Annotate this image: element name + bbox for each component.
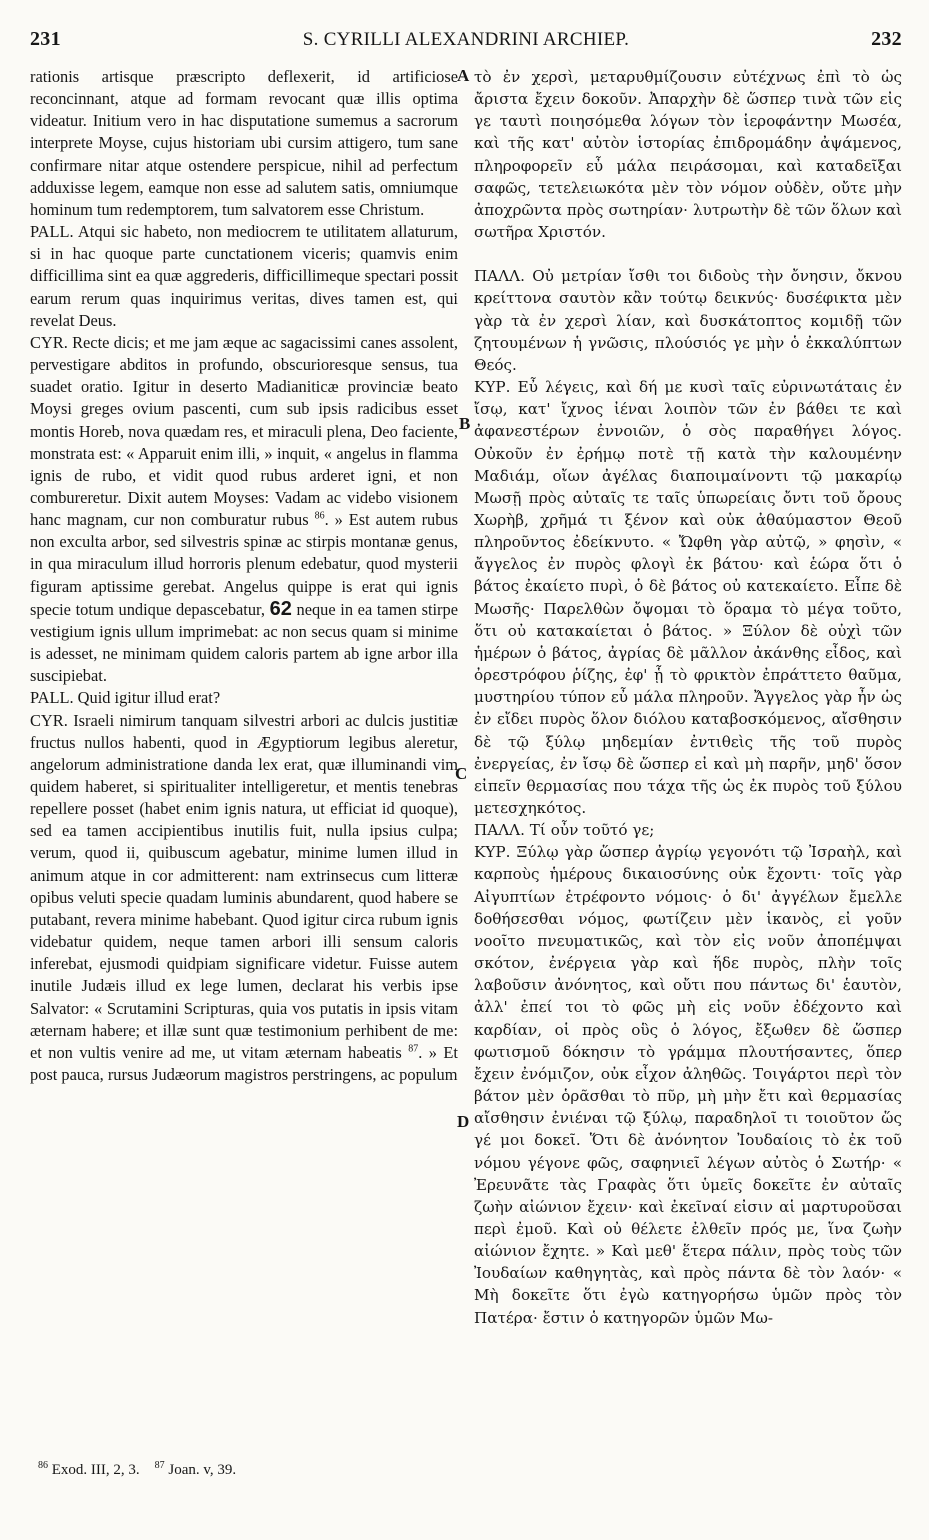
- footnote-86-mark: 86: [38, 1460, 48, 1471]
- greek-paragraph-3: ΚΥΡ. Εὖ λέγεις, καὶ δή με κυσὶ ταῖς εὐρινωτάταις ἐν ἴσῳ, κατ' ἴχνος ἰέναι λοιπὸν τῶν ἐν βάθει τε καὶ ἀφανεστέρων ἐννοιῶν, ὁ σὸς παραθήγει λόγος. Οὐκοῦν ἐν ἐρήμῳ ποτὲ τῇ κατὰ τὴν καλουμένην Μαδιάμ, οἴων ἀγέλας διαποιμαίνοντι τῷ μακαρίῳ Μωσῇ πρὸς αὐταῖς τε ταῖς ὑπωρείαις ὄντι τοῦ ὄρους Χωρὴβ, χρῆμά τι ξένον καὶ οὐκ ἀθαύμαστον Θεοῦ πληροῦντος ἐδείκνυτο. « Ὤφθη γὰρ αὐτῷ, » φησὶν, « ἄγγελος ἐν πυρὸς φλογὶ ἐκ βάτου· καὶ ἑώρα ὅτι ὁ βάτος ἐκαίετο πυρὶ, ὁ δὲ βάτος οὐ κατεκαίετο. Εἶπε δὲ Μωσῆς· Παρελθὼν ὄψομαι τὸ ὅραμα τὸ μέγα τοῦτο, ὅτι οὐ κατακαίεται ὁ βάτος. » Ξύλον δὲ οὐχὶ τῶν ἡμέρων ὁ βάτος, ἀγρίας δὲ μᾶλλον ἀκάνθης εἶδος, καὶ ὀρεστρόφου ῥίζης, ἐφ' ᾗ τὸ φρικτὸν ἐπράττετο θαῦμα, μυστηρίου τύπον εὖ μάλα πληροῦν. Ἄγγελος γὰρ ἦν ὡς ἐν εἴδει πυρὸς ὅλον διόλου καταβοσκόμενος, αἴσθησιν δὲ τῷ ξύλῳ μηδεμίαν ἐντιθεὶς τῆς τοῦ πυρὸς ἐνεργείας, ἐν ἴσῳ δὲ ὥσπερ εἰ καὶ μὴ παρῆν, μηδ' ὅσον εἰπεῖν θερμασίας που τάχα τῆς ὡς ἐκ πυρὸς τοῦ ξύλου μετεσχηκότος.: [474, 378, 902, 817]
- running-title: S. CYRILLI ALEXANDRINI ARCHIEP.: [302, 29, 630, 50]
- greek-paragraph-2: ΠΑΛΛ. Οὐ μετρίαν ἴσθι τοι διδοὺς τὴν ὄνησιν, ὄκνου κρείττονα σαυτὸν κἂν τούτῳ δεικνύς· δυσέφικτα μὲν γὰρ τὰ ἐν χερσὶ λίαν, καὶ δυσκάτοπτος κομιδῇ τῶν ζητουμένων ἡ γνῶσις, πλούσιός γε μὴν ὁ ἐκκαλύπτων Θεός.: [474, 267, 902, 374]
- left-page-number: 231: [30, 28, 61, 50]
- running-header: [30, 28, 902, 58]
- latin-paragraph-4: PALL. Quid igitur illud erat?: [30, 688, 221, 708]
- greek-paragraph-4: ΠΑΛΛ. Τί οὖν τοῦτό γε;: [474, 821, 655, 840]
- latin-paragraph-5: [30, 710, 458, 1087]
- footnote-87-mark: 87: [154, 1460, 165, 1471]
- latin-paragraph-2: PALL. Atqui sic habeto, non mediocrem te utilitatem allaturum, si in hac quoque parte cunctationem viceris; quamvis enim difficillima sint ea quæ aggrederis, difficillimeque spectari possit earum rerum quas inquirimus veritas, dives tamen est, qui revelat Deus.: [30, 222, 458, 330]
- latin-paragraph-1: rationis artisque præscripto deflexerit, id artificiose reconcinnant, atque ad formam revocant quæ illis optima videatur. Initium vero in hac disputatione sumemus a sacrorum interprete Moyse, cujus historiam ubi cursim attigero, tum sane confirmare nitar atque ostendere perspicue, nihil ad perfectum adduxisse legem, eamque non esse ad salutem satis, omniumque hominum tum redemptorem, tum salvatorem esse Christum.: [30, 67, 458, 219]
- latin-paragraph-5-part-1: CYR. Israeli nimirum tanquam silvestri arbori ac dulcis justitiæ fructus nullos habenti, quod in Ægyptiorum legibus aleretur, angelorum administratione danda lex erat, quæ illuminandi vim quidem haberet, si spiritualiter intelligeretur, et mentis tenebras repellere posset (habet enim ignis natura, ut efficiat id quoque), sed ea tamen accipientibus inutilis fuit, nulla ipsius culpa; verum, quod ii, quibuscum agebatur, minime lumen illud in animum atque in cor admitterent: nam extrinsecus cum litteræ opibus veluti specie quadam luminis abundarent, quod habere se putabant, revera minime habebant. Quod igitur circa rubum ignis videbatur quidem, neque tamen arbori illi sensum caloris inferebat, ejusmodi quidpiam significare videtur. Fuisse autem inutile Judæis illud ex lege lumen, declarat his verbis ipse Salvator: « Scrutamini Scripturas, quia vos putatis in ipsis vitam æternam habere; et illæ sunt quæ testimonium perhibent de me: et non vultis venire ad me, ut vitam æternam habeatis: [30, 710, 458, 1062]
- greek-paragraph-5: ΚΥΡ. Ξύλῳ γὰρ ὥσπερ ἀγρίῳ γεγονότι τῷ Ἰσραὴλ, καὶ καρποὺς ἡμέρους δικαιοσύνης οὐκ ἔχοντι· τοῖς γὰρ Αἰγυπτίων ἐτρέφοντο νόμοις· ὁ δι' ἀγγέλων ἔμελλε δοθήσεσθαι νόμος, φωτίζειν μὲν ἱκανὸς, εἰ γοῦν νοοῖτο πνευματικῶς, καὶ τὸν εἰς νοῦν ἀποπέμψαι σκότον, ἐνέργεια γὰρ καὶ ἥδε πυρὸς, πλὴν τοῖς λαβοῦσιν ἀνόνητος, καὶ οὔτι που πάντως δι' ἑαυτὸν, ἀλλ' ἐπεί τοι τὸ φῶς μὴ εἰς νοῦν ἐδέχοντο καὶ καρδίαν, οἱ πρὸς οὓς ὁ λόγος, ἔξωθεν δὲ ὥσπερ φωτισμοῦ δόκησιν τὸ γράμμα πλουτήσαντες, ὅπερ ἔχειν ἐνόμιζον, οὐκ εἶχον ἀληθῶς. Τοιγάρτοι περὶ τὸν βάτον μὲν ὁρᾶσθαι τὸ πῦρ, μὴ μὴν ἔτι καὶ θερμασίας αἴσθησιν ἐνιέναι τῷ ξύλῳ, παραδηλοῖ τι τοιοῦτον ὥς γέ μοι δοκεῖ. Ὅτι δὲ ἀνόνητον Ἰουδαίοις τὸ ἐκ τοῦ νόμου γέγονε φῶς, σαφηνιεῖ λέγων αὐτὸς ὁ Σωτήρ· « Ἐρευνᾶτε τὰς Γραφὰς ὅτι ὑμεῖς δοκεῖτε ἐν αὐταῖς ζωὴν αἰώνιον ἔχειν· καὶ ἐκεῖναί εἰσιν αἱ μαρτυροῦσαι περὶ ἐμοῦ. Καὶ οὐ θέλετε ἐλθεῖν πρός με, ἵνα ζωὴν αἰώνιον ἔχητε. » Καὶ μεθ' ἕτερα πάλιν, πρὸς τοὺς τῶν Ἰουδαίων καθηγητὰς, καὶ πρὸς πάντα δὲ τὸν λαόν· « Μὴ δοκεῖτε ὅτι ἐγὼ κατηγορήσω ὑμῶν πρὸς τὸν Πατέρα· ἔστιν ὁ κατηγορῶν ὑμῶν Μω-: [474, 843, 902, 1327]
- margin-marker-b: B: [459, 414, 471, 433]
- footnote-86-text: Exod. III, 2, 3.: [51, 1462, 140, 1478]
- greek-paragraph-1: τὸ ἐν χερσὶ, μεταρυθμίζουσιν εὐτέχνως ἐπὶ τὸ ὡς ἄριστα ἔχειν δοκοῦν. Ἀπαρχὴν δὲ ὥσπερ τινὰ τῶν εἰς γε ταυτὶ ποιησόμεθα λόγων τὸν ἱεροφάντην Μωσέα, καὶ τῆς κατ' αὐτὸν ἱστορίας ἐπιδρομάδην ἀψάμενος, πληροφορεῖν εὖ μάλα πειράσομαι, καὶ καταδεῖξαι σαφῶς, τετελειωκότα μὲν τὸν νόμον οὐδὲν, οὔτε μὴν ἀποχρῶντα πρὸς σωτηρίαν· λυτρωτὴν δὲ τῶν ὅλων καὶ σωτῆρα Χριστόν.: [474, 68, 902, 242]
- footnote-ref-87: 87: [408, 1043, 419, 1055]
- footnotes: [38, 1460, 236, 1479]
- right-page-number: 232: [871, 28, 902, 50]
- latin-paragraph-3-part-1: CYR. Recte dicis; et me jam æque ac sagacissimi canes assolent, pervestigare abditos in profundo, obscurioresque sensus, tua suadet oratio. Igitur in deserto Madianiticæ provinciæ beato Moysi greges ovium pascenti, cum sub ipsis radicibus esset montis Horeb, nova quædam res, et miraculi plena, Deo faciente, monstrata est: « Apparuit enim illi, » inquit, « angelus in flamma ignis de rubo, et vidit quod rubus arderet igni, et non combureretur. Dixit autem Moyses: Vadam ac videbo visionem hanc magnam, cur non comburatur rubus: [30, 332, 458, 530]
- latin-paragraph-5-part-2: . » Et post pauca, rursus Judæorum magistros perstringens, ac populum: [30, 1042, 458, 1085]
- margin-marker-a: A: [457, 66, 470, 85]
- latin-paragraph-3-part-3: neque in ea tamen stirpe vestigium ignis ullum imprimebat: ac non secus quam si minime is adesset, ne minimam quidem caloris partem ab igne arbor illa suscipiebat.: [30, 599, 458, 686]
- latin-column: [30, 66, 458, 1086]
- margin-marker-c: C: [455, 764, 468, 783]
- paragraph-gap: [474, 243, 902, 265]
- greek-column: [474, 66, 902, 1329]
- footnote-ref-86: 86: [314, 510, 325, 522]
- latin-paragraph-3: [30, 332, 458, 688]
- column-page-number: 62: [269, 597, 292, 620]
- latin-paragraph-3-part-2: . » Est autem rubus non exculta arbor, sed silvestris spinæ ac stirpis montanæ genus, in qua miraculum illud horroris plenum edebatur, quod mysterii figuram aptissime gerebat. Angelus quippe is erat qui ignis specie totum undique depascebatur,: [30, 510, 458, 619]
- margin-marker-d: D: [457, 1112, 470, 1131]
- footnote-87-text: Joan. v, 39.: [168, 1462, 237, 1478]
